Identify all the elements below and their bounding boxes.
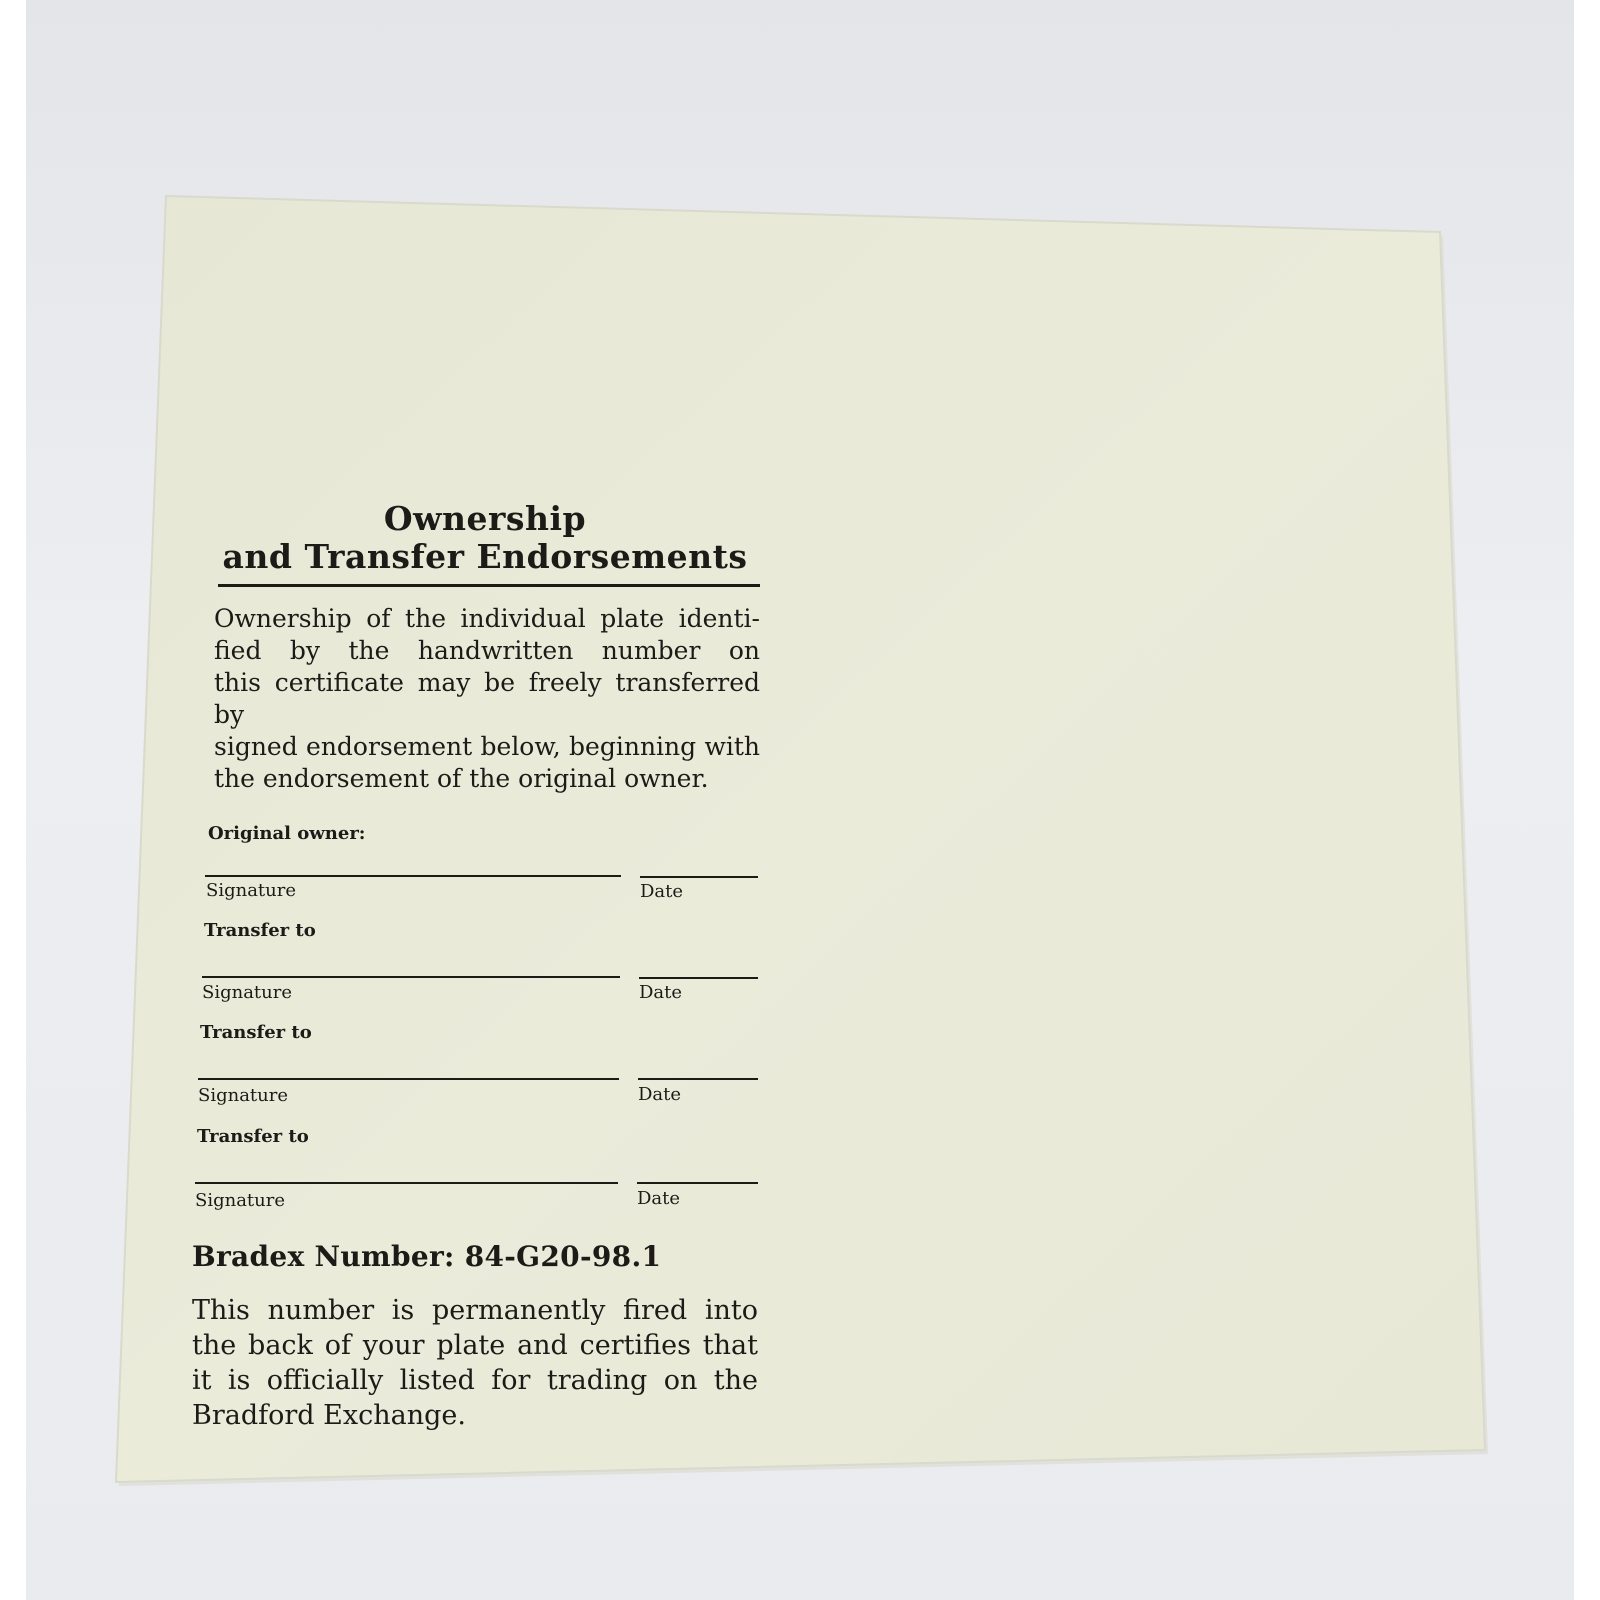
date-label: Date xyxy=(638,1084,682,1105)
transfer-to-label: Transfer to xyxy=(197,1126,309,1147)
closing-paragraph xyxy=(192,1293,758,1433)
original-owner-label: Original owner: xyxy=(208,823,366,844)
date-label: Date xyxy=(637,1188,681,1209)
transfer-to-label: Transfer to xyxy=(204,920,316,941)
title-line-1: Ownership xyxy=(383,499,587,538)
closing-line: the back of your plate and certifies that xyxy=(192,1330,758,1361)
title-line-2: and Transfer Endorsements xyxy=(222,537,748,576)
intro-line: the endorsement of the original owner. xyxy=(214,764,709,793)
signature-label: Signature xyxy=(202,982,293,1003)
intro-line: signed endorsement below, beginning with xyxy=(214,732,760,761)
intro-line: this certificate may be freely transferred by xyxy=(214,668,760,729)
closing-line: it is officially listed for trading on the xyxy=(192,1365,758,1396)
signature-label: Signature xyxy=(198,1085,289,1106)
intro-line: fied by the handwritten number on xyxy=(214,636,760,665)
closing-line: Bradford Exchange. xyxy=(192,1400,466,1431)
signature-label: Signature xyxy=(195,1190,286,1211)
bradex-section xyxy=(192,500,762,1460)
date-label: Date xyxy=(639,982,683,1003)
bradex-number: Bradex Number: 84-G20-98.1 xyxy=(192,1240,662,1273)
date-label: Date xyxy=(640,881,684,902)
intro-line: Ownership of the individual plate identi- xyxy=(214,604,760,633)
closing-line: This number is permanently fired into xyxy=(192,1295,758,1326)
transfer-to-label: Transfer to xyxy=(200,1022,312,1043)
signature-label: Signature xyxy=(206,880,297,901)
